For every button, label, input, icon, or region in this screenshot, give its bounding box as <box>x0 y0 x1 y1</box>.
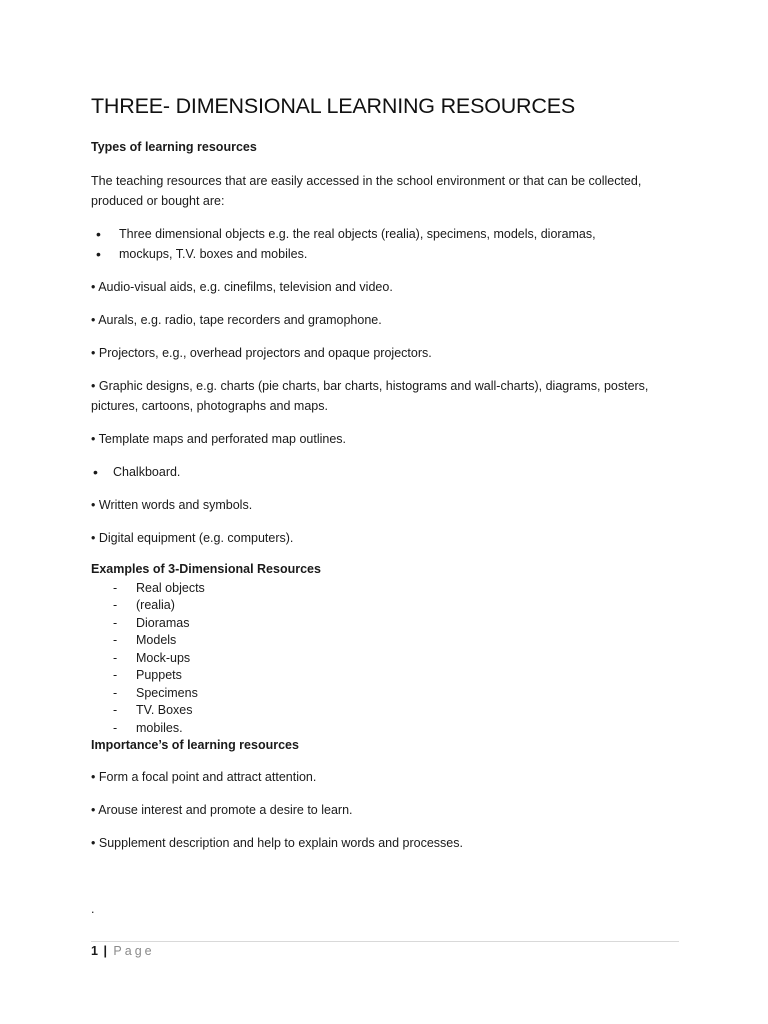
list-item-text: Projectors, e.g., overhead projectors and opaque projectors. <box>98 346 432 360</box>
bullet-icon: • <box>93 464 98 480</box>
dash-icon: - <box>113 686 118 700</box>
list-item-text: Aurals, e.g. radio, tape recorders and gramophone. <box>98 313 382 327</box>
bullet-icon: • <box>91 770 96 784</box>
bullet-icon: • <box>91 498 96 512</box>
importance-heading: Importance’s of learning resources <box>91 738 299 752</box>
bullet-icon: • <box>96 246 101 262</box>
list-item-text: Chalkboard. <box>113 465 181 479</box>
dash-icon: - <box>113 598 118 612</box>
list-item <box>91 496 252 514</box>
bullet-icon: • <box>91 379 96 393</box>
intro-text-line-2: produced or bought are: <box>91 194 225 208</box>
bullet-icon: • <box>91 531 96 545</box>
trailing-period: . <box>91 902 95 916</box>
dash-icon: - <box>113 633 118 647</box>
examples-heading: Examples of 3-Dimensional Resources <box>91 562 321 576</box>
dash-icon: - <box>113 721 118 735</box>
page-label: Page <box>113 944 155 958</box>
list-item-text: Template maps and perforated map outlines. <box>98 432 347 446</box>
footer-separator: | <box>103 944 107 958</box>
list-item-text: Written words and symbols. <box>98 498 253 512</box>
list-item <box>91 801 353 819</box>
list-item-text: Supplement description and help to explain words and processes. <box>98 836 463 850</box>
bullet-icon: • <box>91 836 96 850</box>
list-item <box>91 377 648 395</box>
types-heading: Types of learning resources <box>91 140 257 154</box>
list-item-text: Audio-visual aids, e.g. cinefilms, television and video. <box>98 280 393 294</box>
list-item-text: Arouse interest and promote a desire to learn. <box>98 803 353 817</box>
list-item-text: Digital equipment (e.g. computers). <box>98 531 294 545</box>
list-item <box>91 834 463 852</box>
page-title: THREE- DIMENSIONAL LEARNING RESOURCES <box>91 94 575 118</box>
dash-icon: - <box>113 651 118 665</box>
list-item-text: TV. Boxes <box>136 703 193 717</box>
list-item-text: Real objects <box>136 581 205 595</box>
list-item <box>91 311 382 329</box>
bullet-icon: • <box>91 432 96 446</box>
bullet-icon: • <box>96 226 101 242</box>
bullet-icon: • <box>91 313 96 327</box>
bullet-icon: • <box>91 803 96 817</box>
list-item-text: Three dimensional objects e.g. the real objects (realia), specimens, models, dioramas, <box>119 227 596 241</box>
list-item-text: Form a focal point and attract attention. <box>98 770 317 784</box>
bullet-icon: • <box>91 280 96 294</box>
list-item <box>91 529 293 547</box>
page-number: 1 <box>91 944 98 958</box>
dash-icon: - <box>113 703 118 717</box>
page-footer <box>91 944 155 958</box>
dash-icon: - <box>113 616 118 630</box>
list-item-text: mobiles. <box>136 721 183 735</box>
list-item-continuation: pictures, cartoons, photographs and maps. <box>91 399 328 413</box>
list-item-text: (realia) <box>136 598 175 612</box>
list-item <box>91 430 346 448</box>
list-item <box>91 278 393 296</box>
dash-icon: - <box>113 668 118 682</box>
list-item-text: Mock-ups <box>136 651 191 665</box>
list-item <box>91 768 316 786</box>
intro-text-line-1: The teaching resources that are easily accessed in the school environment or that can be collected, <box>91 174 642 188</box>
list-item-text: Puppets <box>136 668 182 682</box>
dash-icon: - <box>113 581 118 595</box>
list-item <box>91 344 432 362</box>
list-item-text: Graphic designs, e.g. charts (pie charts, bar charts, histograms and wall-charts), diagrams, posters, <box>98 379 649 393</box>
list-item-text: mockups, T.V. boxes and mobiles. <box>119 247 308 261</box>
list-item-text: Dioramas <box>136 616 190 630</box>
footer-divider <box>91 941 679 942</box>
list-item-text: Specimens <box>136 686 198 700</box>
list-item-text: Models <box>136 633 177 647</box>
bullet-icon: • <box>91 346 96 360</box>
